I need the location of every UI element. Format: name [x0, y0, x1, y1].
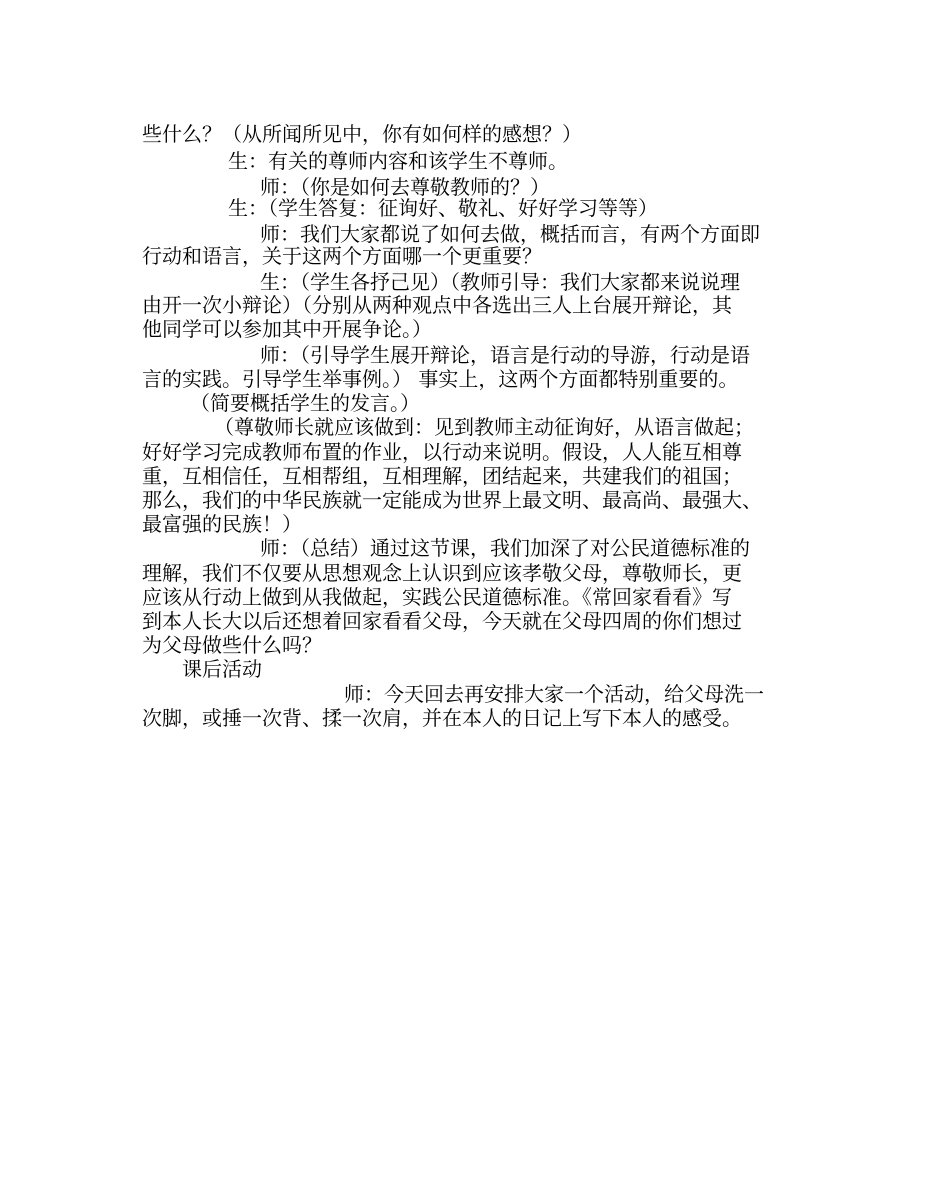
- text-line-10: 师：（引导学生展开辩论，语言是行动的导游，行动是语: [260, 343, 750, 367]
- text-line-7: 生：（学生各抒己见）（教师引导：我们大家都来说说理: [260, 270, 740, 294]
- text-line-4: 生：（学生答复：征询好、敬礼、好好学习等等）: [228, 196, 658, 220]
- text-line-25: 次脚，或捶一次背、揉一次肩，并在本人的日记上写下本人的感受。: [142, 706, 742, 730]
- section-heading-after-class: 课后活动: [182, 657, 262, 681]
- text-line-14: 好好学习完成教师布置的作业，以行动来说明。假设，人人能互相尊: [142, 440, 742, 464]
- text-line-1: 些什么？（从所闻所见中，你有如何样的感想？）: [142, 122, 582, 146]
- text-line-20: 应该从行动上做到从我做起，实践公民道德标准。《常回家看看》写: [142, 585, 732, 609]
- text-line-5: 师：我们大家都说了如何去做，概括而言，有两个方面即: [260, 222, 760, 246]
- text-line-6: 行动和语言，关于这两个方面哪一个更重要？: [142, 244, 542, 268]
- text-line-12: （简要概括学生的发言。）: [190, 391, 420, 415]
- text-line-21: 到本人长大以后还想着回家看看父母，今天就在父母四周的你们想过: [142, 609, 742, 633]
- text-line-2: 生：有关的尊师内容和该学生不尊师。: [228, 149, 568, 173]
- text-line-11: 言的实践。引导学生举事例。） 事实上，这两个方面都特别重要的。: [142, 367, 739, 391]
- text-line-15: 重，互相信任，互相帮组，互相理解，团结起来，共建我们的祖国；: [142, 464, 742, 488]
- text-line-18: 师：（总结）通过这节课，我们加深了对公民道德标准的: [260, 536, 750, 560]
- text-line-22: 为父母做些什么吗？: [142, 633, 322, 657]
- text-line-19: 理解，我们不仅要从思想观念上认识到应该孝敬父母，尊敬师长，更: [142, 561, 742, 585]
- text-line-3: 师：（你是如何去尊敬教师的？）: [260, 175, 550, 199]
- text-line-24: 师：今天回去再安排大家一个活动，给父母洗一: [344, 682, 764, 706]
- text-line-13: （尊敬师长就应该做到：见到教师主动征询好，从语言做起；: [214, 415, 754, 439]
- text-line-8: 由开一次小辩论）（分别从两种观点中各选出三人上台展开辩论，其: [142, 293, 732, 317]
- text-line-9: 他同学可以参加其中开展争论。）: [142, 317, 432, 341]
- text-line-17: 最富强的民族！）: [142, 512, 302, 536]
- text-line-16: 那么，我们的中华民族就一定能成为世界上最文明、最高尚、最强大、: [142, 488, 762, 512]
